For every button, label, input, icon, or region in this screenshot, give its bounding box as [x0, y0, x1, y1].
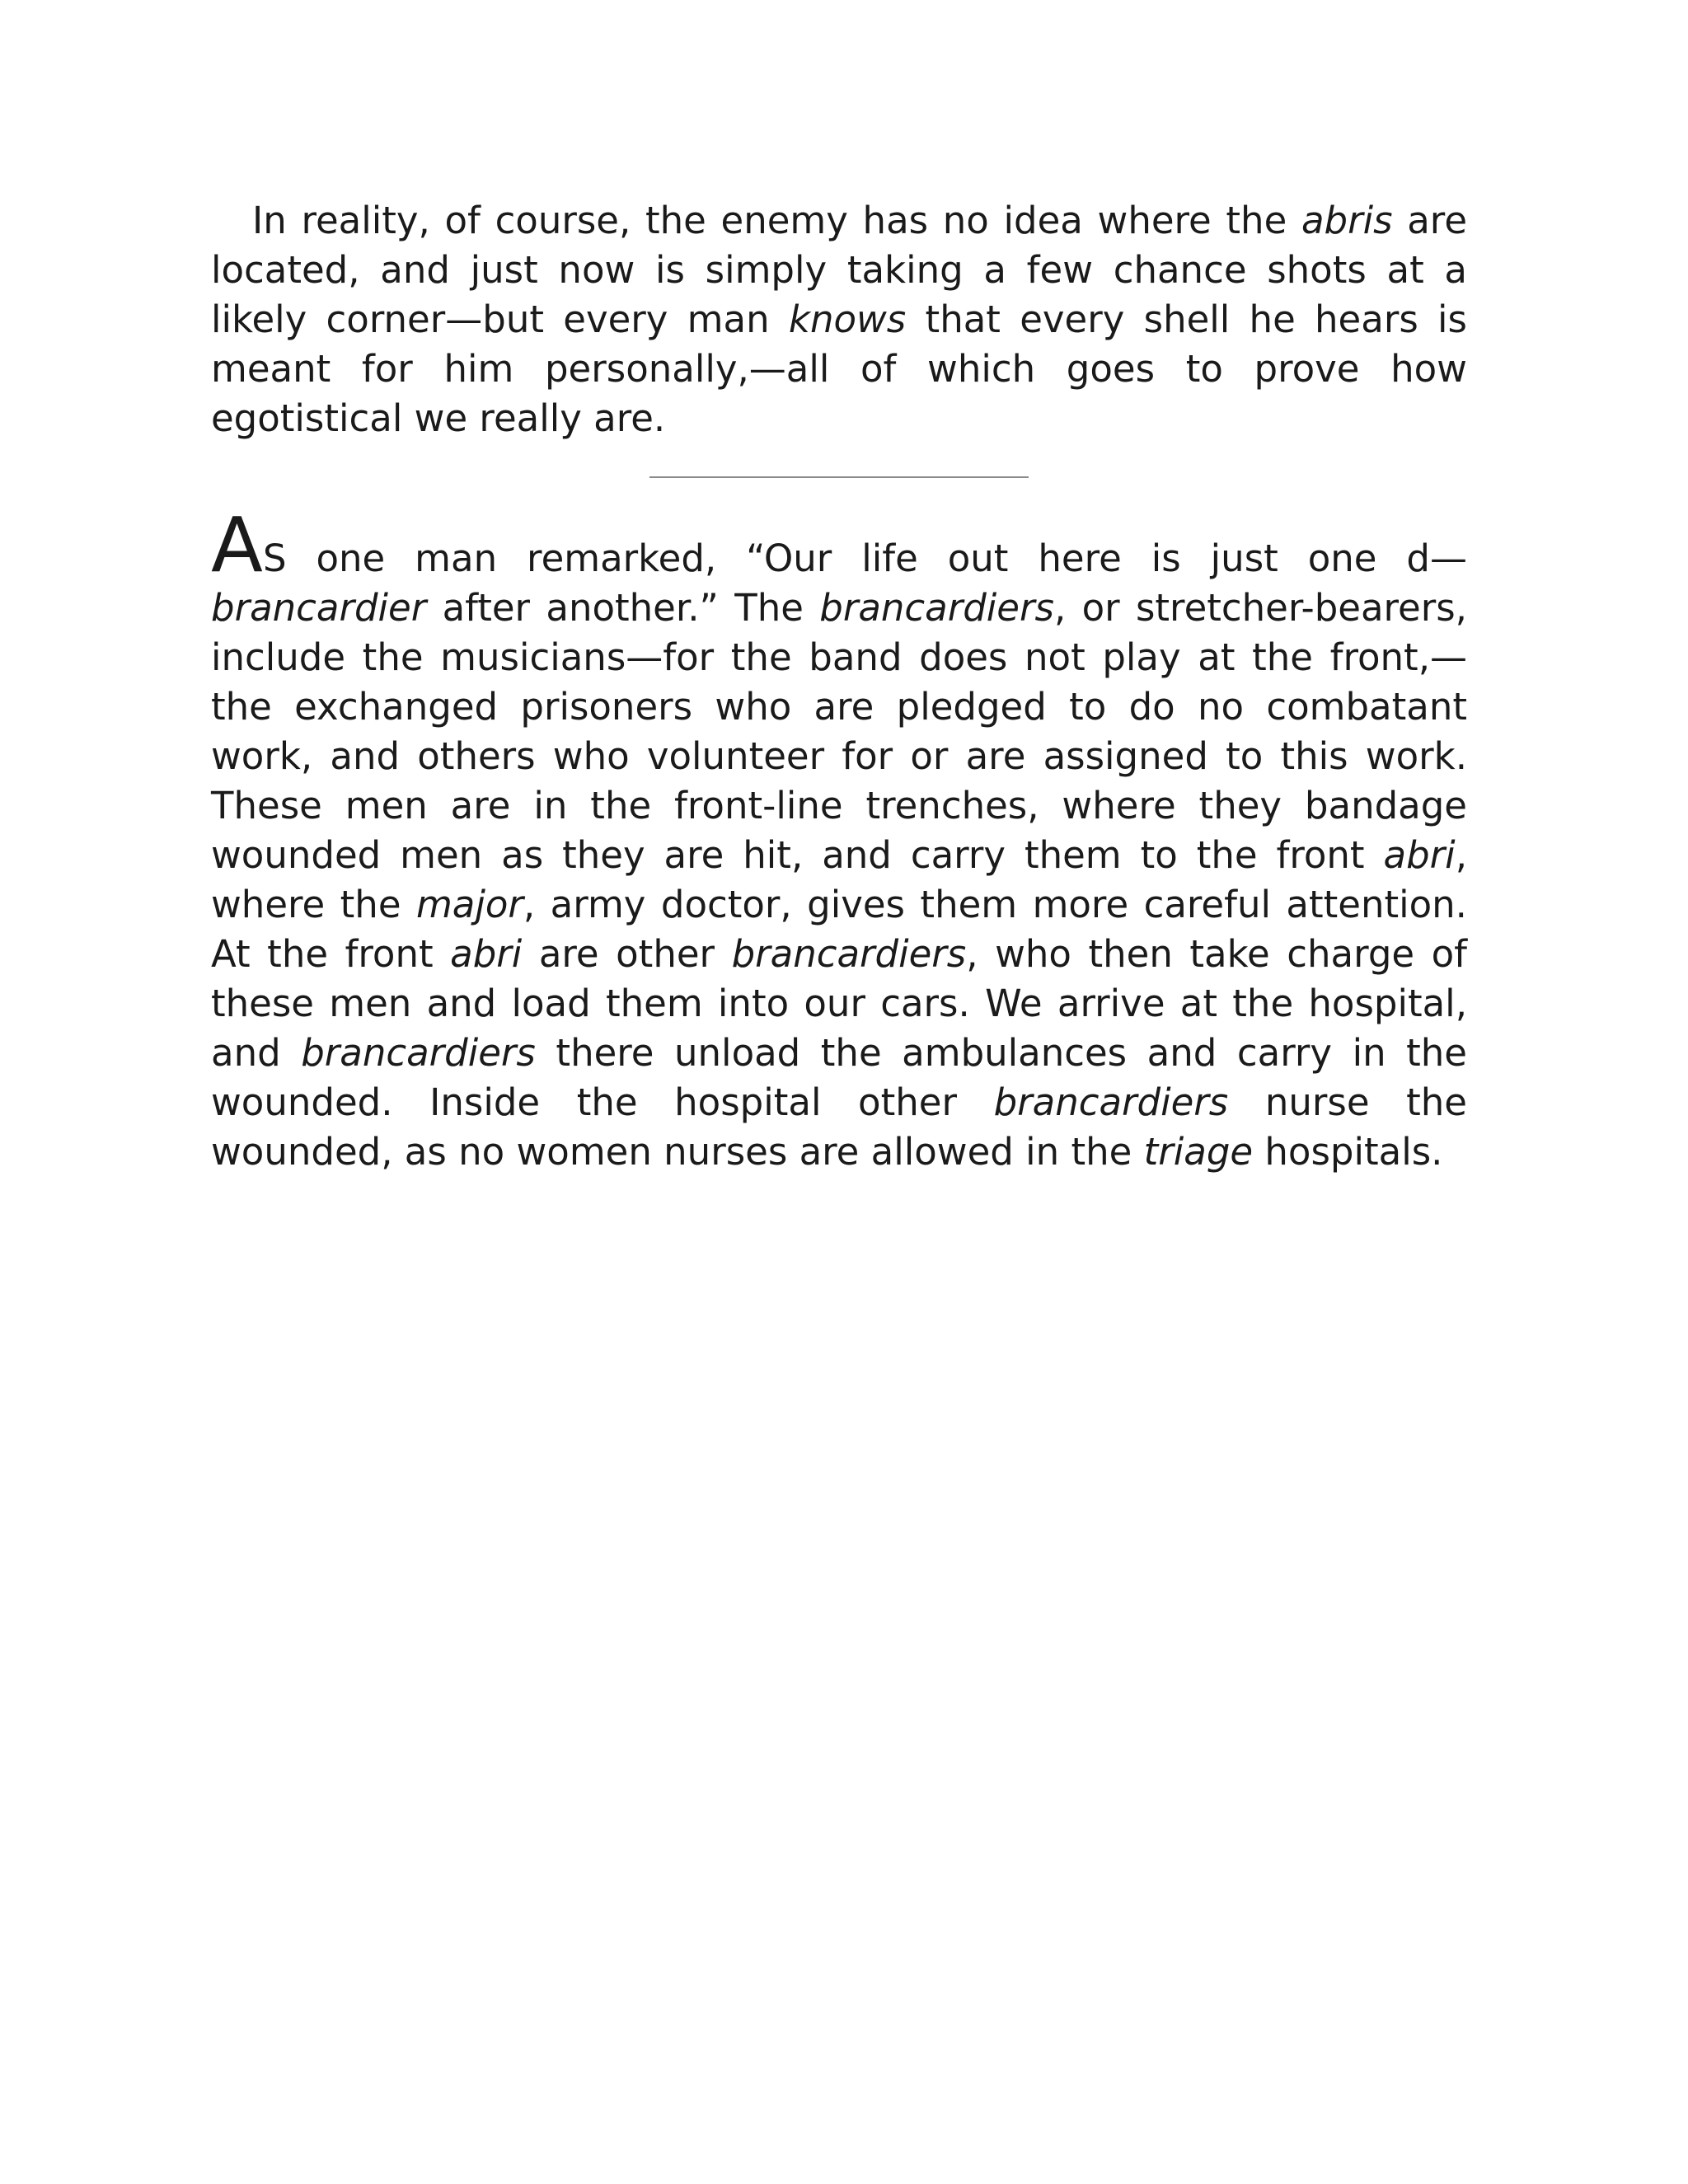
text-run: one man remarked, “Our life out here is just one d—	[286, 537, 1467, 580]
italic-text: brancardiers	[301, 1031, 536, 1075]
italic-text: brancardiers	[993, 1080, 1229, 1124]
text-run: after another.” The	[426, 586, 820, 630]
italic-text: triage	[1143, 1130, 1254, 1174]
paragraph-abris	[211, 196, 1467, 443]
italic-text: abri	[1383, 833, 1456, 877]
text-run: , army doctor, gives them more careful attention. At the front	[211, 883, 1467, 976]
text-run: , where the	[211, 833, 1467, 926]
text-run: hospitals.	[1253, 1130, 1443, 1174]
italic-text: abris	[1301, 199, 1393, 242]
italic-text: knows	[788, 298, 907, 341]
italic-text: brancardier	[211, 586, 427, 630]
section-divider	[649, 476, 1029, 478]
paragraph-brancardiers	[211, 501, 1467, 1177]
text-run: are other	[522, 932, 732, 976]
italic-text: abri	[450, 932, 523, 976]
text-run: that every shell he hears is meant for him personally,—all of which goes to prove how egotistical we really are.	[211, 298, 1467, 440]
text-run: there unload the ambulances and carry in the wounded. Inside the hospital other	[211, 1031, 1467, 1124]
small-caps-text: S	[262, 537, 287, 580]
italic-text: brancardiers	[731, 932, 967, 976]
text-run: In reality, of course, the enemy has no idea where the	[252, 199, 1301, 242]
text-run: , or stretcher-bearers, include the musicians—for the band does not play at the front,—the exchanged prisoners who are pledged to do no combatant work, and others who volunteer for or are assigned to this work. These men are in the front-line trenches, where they bandage wounded men as they are hit, and carry them to the front	[211, 586, 1467, 877]
text-run: nurse the wounded, as no women nurses are allowed in the	[211, 1080, 1467, 1174]
italic-text: major	[415, 883, 523, 926]
text-run: are located, and just now is simply taking a few chance shots at a likely corner—but every man	[211, 199, 1468, 341]
document-page	[211, 196, 1467, 1177]
drop-cap: A	[211, 501, 263, 589]
text-run: , who then take charge of these men and load them into our cars. We arrive at the hospital, and	[211, 932, 1467, 1075]
italic-text: brancardiers	[819, 586, 1054, 630]
